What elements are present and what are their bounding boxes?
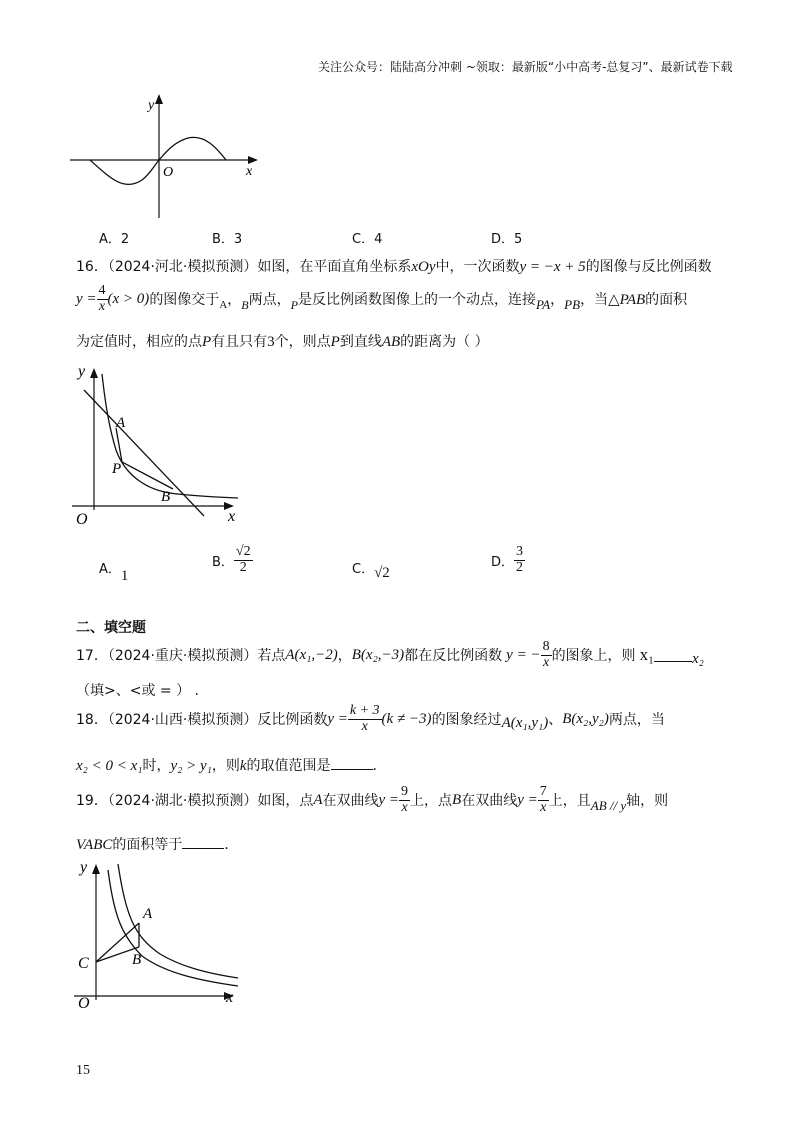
- q18-answer-blank[interactable]: [331, 757, 373, 770]
- q19-point-b: B: [132, 952, 142, 968]
- q16-point-a: A: [116, 415, 126, 431]
- q16-fy: y =: [76, 290, 97, 307]
- q19-point-a: A: [143, 906, 153, 922]
- q16-point-p: P: [112, 461, 122, 477]
- q16-line-eq: y = −x + 5: [519, 259, 586, 275]
- q19-graph: [70, 856, 250, 1016]
- y-axis-label: y: [148, 98, 155, 113]
- q16-option-a: A．1: [99, 562, 129, 584]
- q15-option-a: A．2: [99, 232, 130, 247]
- page-header: 关注公众号：陆陆高分冲刺 ~领取：最新版“小中高考-总复习”、最新试卷下载: [318, 60, 733, 74]
- q16-graph: [70, 360, 250, 530]
- q16-option-c: C．√2: [352, 562, 390, 581]
- q16-cond: (x > 0): [107, 290, 150, 307]
- q16-line2: y = $\frac{4}{x}$ (x > 0) 的图像交于 A ， B 两点， P 是反比例函数图像上的一个动点，连接 PA ， PB ，当 △PAB 的面积: [76, 283, 688, 314]
- q16-option-d: D． $\frac{3}{2}$: [491, 544, 524, 575]
- q19-x-label: x: [226, 989, 234, 1006]
- section-title: 二、填空题: [76, 620, 146, 636]
- q16-x-label: x: [228, 508, 236, 525]
- q17-answer-blank[interactable]: [654, 649, 692, 662]
- q19-answer-blank[interactable]: [182, 836, 224, 849]
- q16-coord: xOy: [411, 259, 436, 275]
- q18-line2: x₂ < 0 < x₁时，y₂ > y₁，则k的取值范围是 ．: [76, 758, 387, 774]
- origin-label: O: [163, 165, 174, 180]
- q19-y-label: y: [80, 859, 88, 876]
- q19-line2: VABC的面积等于 ．: [76, 837, 239, 853]
- q16-line1: [76, 256, 712, 276]
- q17-line2: （填>、<或 = ） .: [76, 683, 199, 699]
- q17-line1: 17．（2024·重庆·模拟预测）若点 A(x₁,−2) ， B(x₂,−3) 都在反比例函数 y = − $\frac{8}{x}$ 的图象上，则 x₁ x₂: [76, 639, 704, 670]
- q15-option-d: D．5: [491, 232, 523, 247]
- q18-line1: 18．（2024·山西·模拟预测）反比例函数 y = $\frac{k + 3}{x}$ (k ≠ −3) 的图象经过 A(x₁,y₁) 、 B(x₂,y₂) 两点，当: [76, 703, 665, 734]
- q16-prefix: 16．（2024·河北·模拟预测）如图，在平面直角坐标系: [76, 259, 412, 275]
- q19-origin: O: [78, 995, 90, 1012]
- q16-line3: 为定值时，相应的点P有且只有3个，则点P到直线AB的距离为（ ）: [76, 334, 489, 350]
- q16-option-b: B． $\frac{√2}{2}$: [212, 544, 251, 575]
- q16-fraction: $\frac{4}{x}$: [98, 283, 106, 314]
- q19-line1: 19．（2024·湖北·模拟预测）如图，点 A 在双曲线 y = $\frac{9}{x}$ 上，点 B 在双曲线 y = $\frac{7}{x}$ 上，且 AB // y 轴，则: [76, 784, 669, 815]
- x-axis-label: x: [246, 164, 253, 179]
- q15-option-b: B．3: [212, 232, 243, 247]
- q16-origin: O: [76, 511, 88, 528]
- q16-y-label: y: [78, 363, 86, 380]
- page-number: 15: [76, 1063, 90, 1078]
- q16-text: 的图像与反比例函数: [585, 259, 712, 275]
- q16-point-b: B: [161, 489, 171, 505]
- q16-text: 中，一次函数: [435, 259, 520, 275]
- q19-point-c: C: [78, 955, 89, 972]
- q15-option-c: C．4: [352, 232, 383, 247]
- q15-graph: [66, 92, 266, 222]
